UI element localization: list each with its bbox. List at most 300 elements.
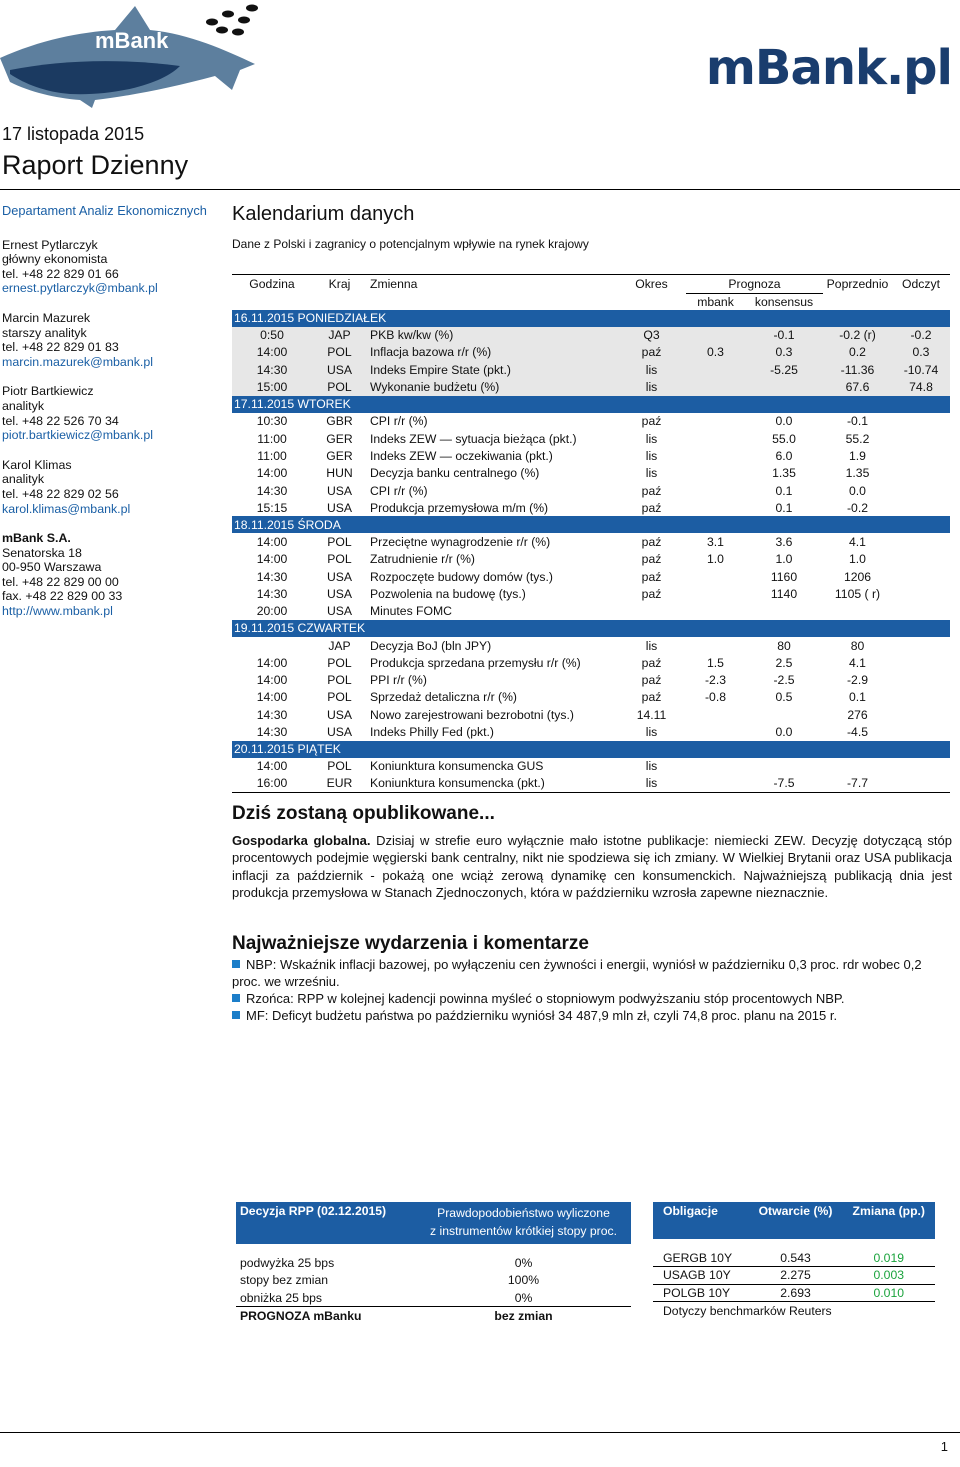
calendar-row: [232, 447, 950, 464]
cell-actual: [892, 568, 950, 585]
cell-time: 14:00: [256, 673, 288, 688]
cell-consensus: 80: [777, 638, 791, 653]
cell-variable: CPI r/r (%): [370, 483, 428, 498]
cell-previous: 55.2: [845, 431, 870, 446]
cell-previous: 0.1: [849, 690, 866, 705]
cell-time: 11:00: [257, 448, 287, 463]
cell-mbank: [686, 775, 745, 792]
cell-period: [617, 603, 686, 620]
cell-time: 14:00: [256, 759, 288, 774]
cell-period: lis: [645, 466, 658, 481]
cell-mbank: [686, 706, 745, 723]
col-header-consensus: konsensus: [745, 294, 823, 310]
event-text: NBP: Wskaźnik inflacji bazowej, po wyłączeniu cen żywności i energii, wyniósł w październiku 0,3 proc. rdr wobec 0,2 proc. we wrześniu.: [232, 957, 922, 990]
cell-consensus: 1.0: [775, 552, 793, 567]
today-heading: Dziś zostaną opublikowane...: [232, 803, 495, 824]
cell-country: USA: [326, 587, 353, 601]
cell-consensus: [745, 706, 823, 723]
cell-actual: [892, 585, 950, 602]
cell-period: lis: [645, 725, 658, 740]
cell-period: lis: [617, 775, 686, 792]
cell-previous: [823, 758, 892, 775]
person-email-link[interactable]: piotr.bartkiewicz@mbank.pl: [2, 428, 153, 443]
person-card: [2, 384, 220, 442]
cell-consensus: 1160: [770, 569, 798, 584]
calendar-row: [232, 775, 950, 792]
cell-mbank: 0.3: [686, 344, 745, 361]
person-name: Marcin Mazurek: [2, 310, 91, 325]
cell-actual: [892, 413, 950, 430]
cell-consensus: 0.3: [745, 344, 823, 361]
company-name: mBank S.A.: [2, 531, 71, 546]
bond-note: Dotyczy benchmarków Reuters: [663, 1303, 832, 1318]
person-email-link[interactable]: marcin.mazurek@mbank.pl: [2, 354, 153, 369]
cell-mbank: [686, 465, 745, 482]
cell-previous: -7.7: [823, 775, 892, 792]
cell-consensus: -2.5: [773, 673, 795, 688]
calendar-day-label: 16.11.2015 PONIEDZIAŁEK: [232, 310, 950, 327]
company-url-link[interactable]: http://www.mbank.pl: [2, 604, 113, 619]
cell-variable: Decyzja banku centralnego (%): [370, 466, 540, 481]
cell-country: USA: [312, 361, 367, 378]
rpp-header-probability-line2: z instrumentów krótkiej stopy proc.: [430, 1224, 617, 1238]
cell-actual: -10.74: [892, 361, 950, 378]
bonds-header-name: Obligacje: [653, 1202, 748, 1239]
cell-consensus: 0.0: [775, 414, 793, 429]
cell-country: GER: [326, 448, 353, 463]
cell-period: lis: [645, 759, 658, 774]
bond-change: 0.019: [873, 1250, 904, 1265]
calendar-row: [232, 327, 950, 344]
calendar-row: [232, 689, 950, 706]
cell-actual: [892, 603, 950, 620]
calendar-row: [232, 465, 950, 482]
cell-previous: 276: [847, 707, 868, 722]
person-card: [2, 458, 220, 516]
person-role: starszy analityk: [2, 325, 87, 340]
cell-country: POL: [327, 655, 352, 670]
cell-mbank: [686, 447, 745, 464]
person-card: [2, 311, 220, 369]
cell-country: JAP: [312, 327, 367, 344]
bullet-square-icon: [232, 960, 240, 968]
bond-open: 0.543: [780, 1250, 811, 1265]
cell-consensus: [745, 603, 823, 620]
bonds-header-change: Zmiana (pp.): [843, 1202, 935, 1239]
calendar-row: [232, 413, 950, 430]
cell-country: POL: [312, 344, 367, 361]
cell-mbank: [686, 723, 745, 740]
brand-wordmark: mBank.pl: [705, 40, 952, 96]
cell-period: lis: [617, 378, 686, 395]
bonds-table: [653, 1202, 935, 1319]
cell-variable: Sprzedaż detaliczna r/r (%): [370, 690, 517, 705]
cell-previous: -2.9: [846, 673, 868, 688]
cell-time: 14:30: [256, 725, 288, 740]
rpp-row-label: stopy bez zmian: [240, 1273, 329, 1288]
cell-variable: Produkcja sprzedana przemysłu r/r (%): [370, 655, 581, 670]
cell-period: lis: [645, 448, 658, 463]
calendar-row: [232, 344, 950, 361]
cell-variable: PPI r/r (%): [370, 673, 427, 688]
cell-actual: [892, 723, 950, 740]
cell-mbank: [686, 603, 745, 620]
bonds-header-open: Otwarcie (%): [748, 1202, 842, 1239]
footer-divider: [0, 1432, 960, 1433]
rpp-row: [236, 1272, 631, 1290]
cell-country: GBR: [326, 414, 353, 429]
person-phone: tel. +48 22 526 70 34: [2, 413, 119, 428]
cell-time: 16:00: [232, 775, 312, 792]
cell-consensus: [745, 758, 823, 775]
cell-previous: 4.1: [849, 655, 866, 670]
cell-time: [232, 637, 312, 654]
cell-variable: Koniunktura konsumencka (pkt.): [367, 775, 617, 792]
rpp-row-value: 0%: [514, 1255, 533, 1270]
cell-period: paź: [641, 655, 662, 670]
cell-actual: [892, 533, 950, 550]
rpp-header-row: [236, 1202, 631, 1244]
col-header-variable: Zmienna: [367, 275, 617, 294]
cell-variable: Produkcja przemysłowa m/m (%): [370, 500, 549, 515]
person-email-link[interactable]: karol.klimas@mbank.pl: [2, 501, 131, 516]
cell-actual: [892, 499, 950, 516]
mbank-shark-logo: [0, 0, 270, 108]
cell-previous: -4.5: [846, 725, 868, 740]
calendar-day-header: [232, 620, 950, 637]
cell-previous: -11.36: [823, 361, 892, 378]
cell-country: USA: [326, 707, 353, 722]
cell-previous: -0.1: [846, 414, 868, 429]
calendar-row: [232, 654, 950, 671]
calendar-row: [232, 723, 950, 740]
bullet-square-icon: [232, 994, 240, 1002]
cell-period: paź: [641, 552, 662, 567]
cell-country: USA: [326, 500, 353, 515]
rpp-header-probability: [416, 1202, 631, 1244]
bond-row: [653, 1249, 935, 1267]
cell-country: USA: [326, 604, 353, 619]
cell-time: 14:00: [256, 655, 288, 670]
cell-variable: Indeks Philly Fed (pkt.): [370, 725, 494, 740]
event-item: [232, 956, 952, 991]
cell-actual: [892, 689, 950, 706]
department-name: Departament Analiz Ekonomicznych: [2, 203, 207, 218]
calendar-row: [232, 533, 950, 550]
cell-consensus: -0.1: [745, 327, 823, 344]
cell-variable: Minutes FOMC: [370, 604, 452, 619]
bond-open: 2.275: [780, 1268, 811, 1283]
cell-country: POL: [327, 535, 352, 550]
cell-previous: 1.0: [849, 552, 866, 567]
calendar-day-label: 19.11.2015 CZWARTEK: [232, 620, 950, 637]
cell-mbank: [686, 585, 745, 602]
person-email-link[interactable]: ernest.pytlarczyk@mbank.pl: [2, 281, 158, 296]
events-heading: Najważniejsze wydarzenia i komentarze: [232, 933, 589, 954]
cell-mbank: [686, 568, 745, 585]
cell-variable: Decyzja BoJ (bln JPY): [370, 638, 492, 653]
bullet-square-icon: [232, 1011, 240, 1019]
calendar-day-header: [232, 741, 950, 758]
cell-consensus: [745, 378, 823, 395]
cell-time: 14:00: [256, 690, 288, 705]
rpp-decision-table: [236, 1202, 631, 1324]
rpp-header-probability-line1: Prawdopodobieństwo wyliczone: [437, 1206, 610, 1220]
calendar-row: [232, 603, 950, 620]
cell-previous: 67.6: [823, 378, 892, 395]
calendar-row: [232, 378, 950, 395]
cell-mbank: [686, 637, 745, 654]
cell-consensus: 0.0: [775, 725, 793, 740]
calendar-title: Kalendarium danych: [232, 203, 415, 225]
cell-period: paź: [641, 569, 662, 584]
report-title: Raport Dzienny: [2, 150, 189, 180]
cell-actual: [892, 654, 950, 671]
report-date: 17 listopada 2015: [2, 124, 145, 144]
cell-mbank: [686, 378, 745, 395]
cell-variable: Inflacja bazowa r/r (%): [367, 344, 617, 361]
cell-mbank: [686, 482, 745, 499]
cell-consensus: 2.5: [775, 655, 793, 670]
cell-actual: [892, 706, 950, 723]
cell-variable: Indeks ZEW — sytuacja bieżąca (pkt.): [370, 431, 577, 446]
cell-actual: -0.2: [892, 327, 950, 344]
cell-variable: Rozpoczęte budowy domów (tys.): [370, 569, 553, 584]
cell-variable: PKB kw/kw (%): [367, 327, 617, 344]
calendar-day-label: 17.11.2015 WTOREK: [232, 396, 950, 413]
cell-actual: [892, 482, 950, 499]
cell-variable: Nowo zarejestrowani bezrobotni (tys.): [370, 707, 574, 722]
cell-mbank: [686, 361, 745, 378]
cell-mbank: 3.1: [707, 535, 724, 550]
today-lead: Gospodarka globalna.: [232, 833, 371, 848]
cell-previous: 0.2: [823, 344, 892, 361]
bond-name: GERGB 10Y: [663, 1250, 733, 1265]
bond-name: USAGB 10Y: [663, 1268, 731, 1283]
bond-note-row: [653, 1302, 935, 1320]
col-header-time: Godzina: [232, 275, 312, 294]
cell-consensus: 0.5: [775, 690, 793, 705]
person-name: Piotr Bartkiewicz: [2, 384, 94, 399]
calendar-row: [232, 430, 950, 447]
cell-country: USA: [326, 725, 353, 740]
cell-time: 10:30: [256, 414, 288, 429]
cell-time: 15:15: [256, 500, 288, 515]
cell-country: POL: [327, 759, 352, 774]
cell-time: 0:50: [232, 327, 312, 344]
cell-time: 20:00: [256, 604, 288, 619]
cell-mbank: [686, 327, 745, 344]
rpp-header-decision: Decyzja RPP (02.12.2015): [236, 1202, 416, 1244]
person-role: główny ekonomista: [2, 252, 108, 267]
header-divider: [0, 189, 960, 190]
cell-actual: [892, 637, 950, 654]
cell-period: paź: [641, 535, 662, 550]
col-header-previous: Poprzednio: [823, 275, 892, 294]
cell-country: POL: [327, 673, 352, 688]
calendar-row: [232, 706, 950, 723]
svg-text:mBank: mBank: [95, 28, 169, 53]
cell-period: paź: [641, 673, 662, 688]
cell-actual: [892, 430, 950, 447]
calendar-row: [232, 551, 950, 568]
cell-period: Q3: [617, 327, 686, 344]
calendar-header-row: [232, 275, 950, 294]
col-header-actual: Odczyt: [892, 275, 950, 294]
calendar-day-header: [232, 396, 950, 413]
person-name: Ernest Pytlarczyk: [2, 237, 98, 252]
cell-time: 15:00: [232, 378, 312, 395]
cell-period: paź: [641, 500, 662, 515]
company-city: 00-950 Warszawa: [2, 560, 102, 575]
cell-consensus: 6.0: [775, 448, 793, 463]
cell-time: 14:30: [256, 483, 288, 498]
cell-country: USA: [326, 483, 353, 498]
cell-consensus: 3.6: [775, 535, 793, 550]
rpp-row: [236, 1254, 631, 1272]
cell-variable: Koniunktura konsumencka GUS: [370, 759, 544, 774]
cell-country: USA: [326, 569, 353, 584]
cell-mbank: -2.3: [704, 673, 726, 688]
rpp-forecast-row: [236, 1307, 631, 1325]
cell-previous: -0.2 (r): [823, 327, 892, 344]
cell-consensus: -7.5: [745, 775, 823, 792]
company-fax: fax. +48 22 829 00 33: [2, 589, 123, 604]
event-text: Rzońca: RPP w kolejnej kadencji powinna myśleć o stopniowym podwyższaniu stóp procentowych NBP.: [246, 991, 845, 1006]
cell-time: 14:00: [256, 535, 288, 550]
cell-actual: [892, 551, 950, 568]
cell-period: paź: [641, 587, 662, 601]
person-role: analityk: [2, 398, 45, 413]
cell-consensus: 1.35: [772, 466, 796, 481]
event-text: MF: Deficyt budżetu państwa po październiku wyniósł 34 487,9 mln zł, czyli 74,8 proc. planu na 2015 r.: [246, 1008, 838, 1023]
company-info: [2, 531, 220, 619]
calendar-row: [232, 482, 950, 499]
person-role: analityk: [2, 472, 45, 487]
cell-time: 14:00: [232, 344, 312, 361]
cell-time: 14:30: [256, 587, 288, 601]
col-header-country: Kraj: [312, 275, 367, 294]
cell-previous: 0.0: [849, 483, 866, 498]
calendar-subtitle: Dane z Polski i zagranicy o potencjalnym wpływie na rynek krajowy: [232, 237, 589, 251]
rpp-row: [236, 1289, 631, 1307]
cell-period: lis: [645, 638, 658, 653]
cell-mbank: [686, 758, 745, 775]
cell-actual: [892, 465, 950, 482]
cell-mbank: [686, 430, 745, 447]
bond-open: 2.693: [780, 1285, 811, 1300]
today-paragraph: [232, 832, 952, 901]
cell-time: 14:00: [256, 466, 288, 481]
cell-time: 14:30: [232, 361, 312, 378]
cell-period: lis: [617, 361, 686, 378]
cell-period: paź: [641, 414, 662, 429]
cell-previous: 4.1: [849, 535, 866, 550]
person-name: Karol Klimas: [2, 457, 72, 472]
bond-row: [653, 1267, 935, 1285]
calendar-row: [232, 637, 950, 654]
rpp-forecast-label: PROGNOZA mBanku: [240, 1308, 362, 1323]
cell-variable: CPI r/r (%): [370, 414, 428, 429]
calendar-row: [232, 499, 950, 516]
cell-country: EUR: [312, 775, 367, 792]
calendar-row: [232, 568, 950, 585]
cell-actual: [892, 775, 950, 792]
cell-variable: Indeks ZEW — oczekiwania (pkt.): [370, 448, 553, 463]
rpp-row-value: 100%: [507, 1273, 540, 1288]
calendar-day-header: [232, 310, 950, 327]
event-item: [232, 990, 952, 1007]
cell-actual: 0.3: [892, 344, 950, 361]
cell-period: 14.11: [636, 707, 667, 722]
cell-actual: 74.8: [892, 378, 950, 395]
cell-actual: [892, 672, 950, 689]
cell-previous: 1.9: [849, 448, 866, 463]
cell-previous: [823, 603, 892, 620]
cell-mbank: [686, 499, 745, 516]
cell-time: 14:30: [256, 707, 288, 722]
calendar-day-header: [232, 516, 950, 533]
cell-consensus: 0.1: [775, 483, 793, 498]
company-street: Senatorska 18: [2, 545, 82, 560]
cell-period: paź: [617, 344, 686, 361]
cell-variable: Pozwolenia na budowę (tys.): [370, 587, 526, 601]
col-header-mbank: mbank: [686, 294, 745, 310]
person-phone: tel. +48 22 829 02 56: [2, 486, 119, 501]
cell-consensus: -5.25: [745, 361, 823, 378]
cell-consensus: 0.1: [775, 500, 793, 515]
cell-mbank: [686, 413, 745, 430]
rpp-row-label: obniżka 25 bps: [240, 1290, 322, 1305]
person-phone: tel. +48 22 829 01 83: [2, 340, 119, 355]
cell-variable: Zatrudnienie r/r (%): [370, 552, 475, 567]
calendar-row: [232, 585, 950, 602]
cell-actual: [892, 758, 950, 775]
cell-previous: 1.35: [845, 466, 870, 481]
rpp-row-label: podwyżka 25 bps: [240, 1255, 335, 1270]
calendar-day-label: 20.11.2015 PIĄTEK: [232, 741, 950, 758]
rpp-row-value: 0%: [514, 1290, 533, 1305]
cell-consensus: 55.0: [772, 431, 796, 446]
cell-country: JAP: [328, 638, 351, 653]
calendar-subheader-row: [232, 294, 950, 310]
bond-change: 0.010: [873, 1285, 904, 1300]
event-item: [232, 1007, 952, 1024]
cell-mbank: 1.0: [707, 552, 724, 567]
page-number: 1: [940, 1439, 948, 1454]
cell-mbank: -0.8: [704, 690, 726, 705]
calendar-row: [232, 361, 950, 378]
cell-previous: 1105 ( r): [834, 587, 881, 601]
cell-time: 14:30: [256, 569, 288, 584]
col-header-period: Okres: [617, 275, 686, 294]
cell-period: paź: [641, 483, 662, 498]
cell-period: paź: [641, 690, 662, 705]
cell-country: POL: [327, 552, 352, 567]
cell-variable: Indeks Empire State (pkt.): [367, 361, 617, 378]
calendar-table: [232, 274, 950, 793]
cell-time: 11:00: [257, 431, 287, 446]
today-text: Dzisiaj w strefie euro wyłącznie mało istotne publikacje: niemiecki ZEW. Decyzję dotyczącą stóp procentowych podejmie węgierski bank centralny, nikt nie spodziewa się ich zmiany. W Wielkiej Brytanii oraz USA publikacja inflacji za październik - pokażą one wciąż zerową dynamikę cen konsumenckich. Najważniejszą publikacją dnia jest produkcja przemysłowa w Stanach Zjednoczonych, która w październiku wzrosła zapewne nieznacznie.: [232, 833, 952, 900]
col-header-forecast: Prognoza: [686, 275, 823, 294]
cell-country: POL: [327, 690, 352, 705]
cell-actual: [892, 447, 950, 464]
cell-country: POL: [312, 378, 367, 395]
bonds-header-row: [653, 1202, 935, 1239]
rpp-forecast-value: bez zmian: [494, 1308, 553, 1323]
cell-previous: 80: [850, 638, 865, 653]
calendar-day-label: 18.11.2015 ŚRODA: [232, 516, 950, 533]
